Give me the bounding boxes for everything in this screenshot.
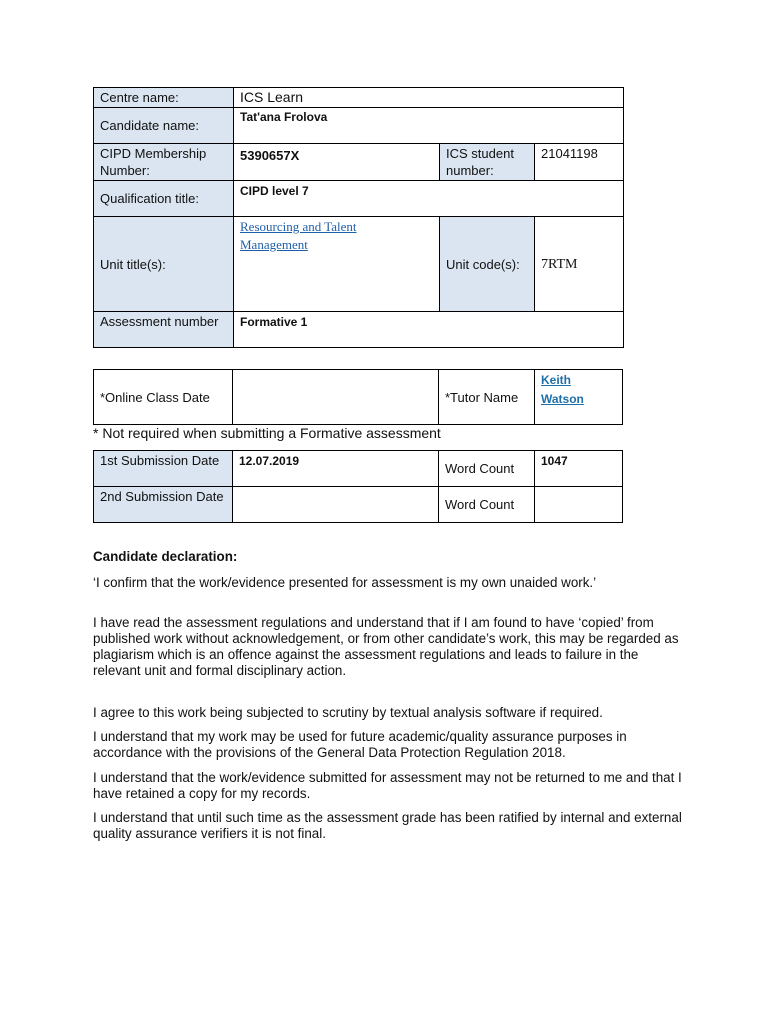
tutor-name-cell bbox=[535, 370, 623, 425]
declaration-heading: Candidate declaration: bbox=[93, 549, 238, 564]
tutor-name-link[interactable]: Keith Watson bbox=[541, 373, 584, 406]
second-word-count-value bbox=[535, 487, 623, 523]
second-submission-value bbox=[233, 487, 439, 523]
first-submission-value: 12.07.2019 bbox=[233, 451, 439, 487]
unit-code-label: Unit code(s): bbox=[440, 217, 535, 312]
centre-name-value: ICS Learn bbox=[234, 88, 624, 108]
candidate-info-table bbox=[93, 87, 624, 348]
declaration-paragraph-2: I have read the assessment regulations and understand that if I am found to have ‘copied’ from published work without acknowledgement, or from other candidate’s work, this may be regarded as plagiarism which is an offence against the assessment regulations and leads to failure in the relevant unit and formal disciplinary action. bbox=[93, 615, 679, 678]
class-tutor-table bbox=[93, 369, 623, 425]
unit-title-label: Unit title(s): bbox=[94, 217, 234, 312]
unit-title-cell bbox=[234, 217, 440, 312]
unit-title-link[interactable]: Resourcing and Talent Management bbox=[240, 219, 357, 252]
first-word-count-value: 1047 bbox=[535, 451, 623, 487]
assessment-number-value: Formative 1 bbox=[234, 312, 624, 348]
second-word-count-label: Word Count bbox=[439, 487, 535, 523]
cipd-membership-label: CIPD Membership Number: bbox=[94, 144, 234, 181]
centre-name-label: Centre name: bbox=[94, 88, 234, 108]
formative-note: * Not required when submitting a Formative assessment bbox=[93, 425, 441, 441]
second-submission-label: 2nd Submission Date bbox=[94, 487, 233, 523]
online-class-date-value bbox=[233, 370, 439, 425]
qualification-title-label: Qualification title: bbox=[94, 181, 234, 217]
declaration-paragraph-6: I understand that until such time as the assessment grade has been ratified by internal and external quality assurance verifiers it is not final. bbox=[93, 810, 682, 841]
declaration-paragraph-4: I understand that my work may be used for future academic/quality assurance purposes in accordance with the provisions of the General Data Protection Regulation 2018. bbox=[93, 729, 627, 760]
ics-student-number-label: ICS student number: bbox=[440, 144, 535, 181]
candidate-name-label: Candidate name: bbox=[94, 108, 234, 144]
online-class-date-label: *Online Class Date bbox=[94, 370, 233, 425]
ics-student-number-value: 21041198 bbox=[535, 144, 624, 181]
first-word-count-label: Word Count bbox=[439, 451, 535, 487]
assessment-number-label: Assessment number bbox=[94, 312, 234, 348]
declaration-paragraph-1: ‘I confirm that the work/evidence presented for assessment is my own unaided work.’ bbox=[93, 575, 597, 590]
cipd-membership-value: 5390657X bbox=[234, 144, 440, 181]
declaration-paragraph-5: I understand that the work/evidence submitted for assessment may not be returned to me and that I have retained a copy for my records. bbox=[93, 770, 682, 801]
unit-code-value: 7RTM bbox=[535, 217, 624, 312]
candidate-name-value: Tat'ana Frolova bbox=[234, 108, 624, 144]
first-submission-label: 1st Submission Date bbox=[94, 451, 233, 487]
tutor-name-label: *Tutor Name bbox=[439, 370, 535, 425]
declaration-paragraph-3: I agree to this work being subjected to scrutiny by textual analysis software if required. bbox=[93, 705, 603, 720]
qualification-title-value: CIPD level 7 bbox=[234, 181, 624, 217]
submission-table bbox=[93, 450, 623, 523]
